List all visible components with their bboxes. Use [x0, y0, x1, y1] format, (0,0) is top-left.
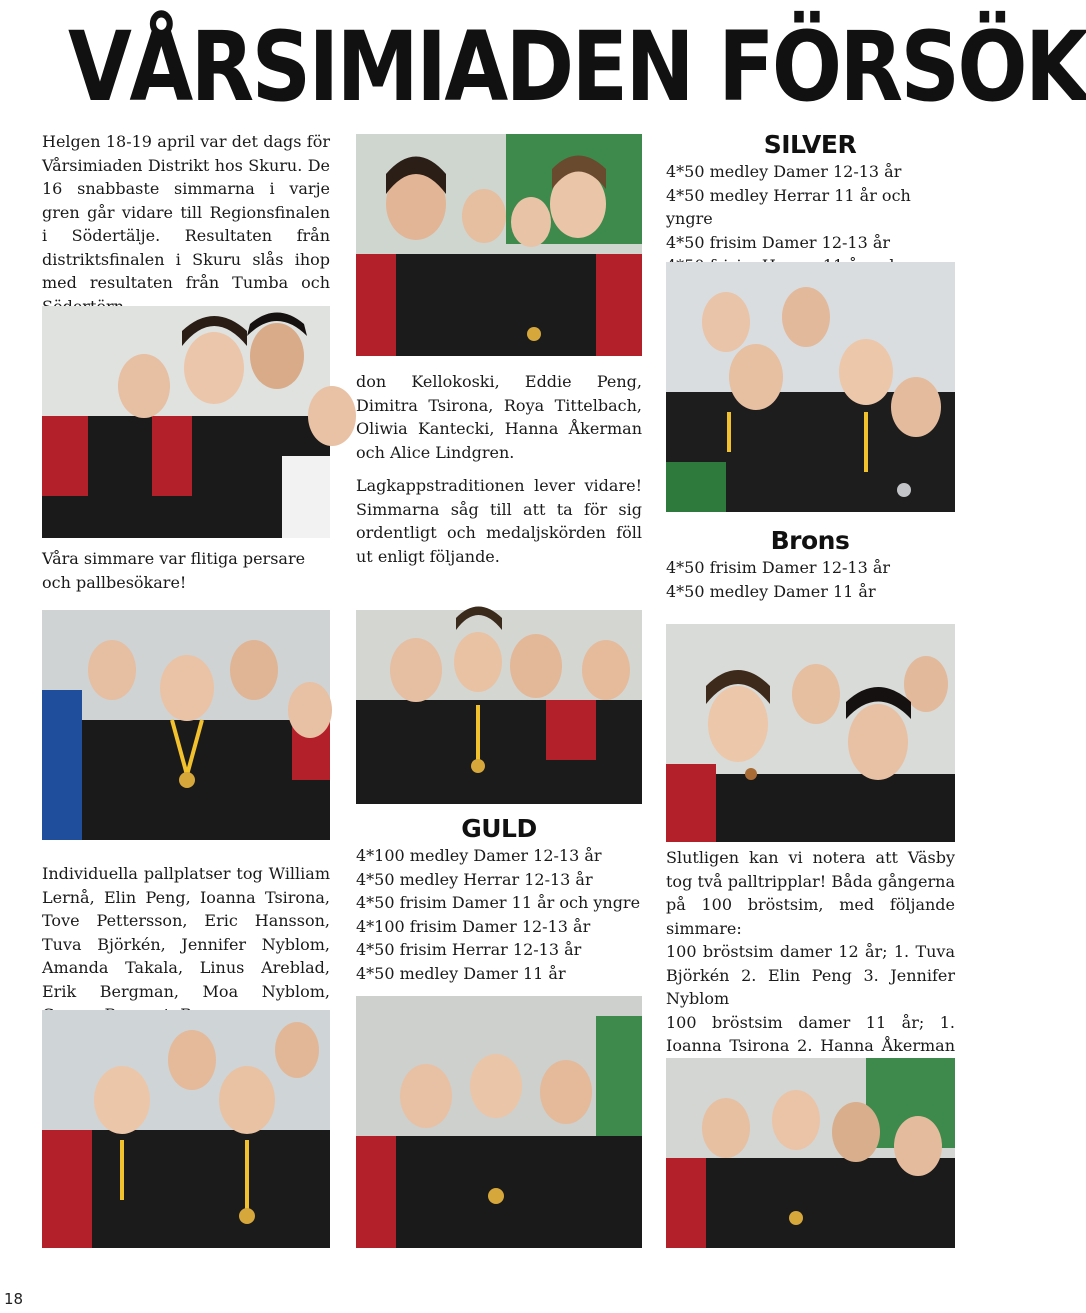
brons-list: [666, 556, 956, 603]
photo-image: [42, 306, 330, 538]
team-photo-girls-left: [42, 306, 330, 538]
list-item: 4*50 frisim Herrar 12-13 år: [356, 940, 582, 959]
photo-image: [666, 262, 955, 512]
guld-list: [356, 844, 646, 985]
silver-list: [666, 160, 956, 278]
list-item: 4*100 frisim Damer 12-13 år: [356, 916, 591, 936]
tripplar-line-2: 100 bröstsim damer 11 år; 1. Ioanna Tsirona 2. Hanna Åkerman: [666, 1012, 955, 1055]
photo-image: [666, 624, 955, 842]
intro-paragraph: Helgen 18-19 april var det dags för Vårsimiaden Distrikt hos Skuru. De 16 snabbaste simmarna i varje gren går vidare till Regionsfinalen i Södertälje. Resultaten från distriktsfinalen i Skuru slås ihop med resultaten från Tumba och: [42, 132, 330, 292]
photo-image: [356, 610, 642, 804]
team-photo-girls-medals-middle: [356, 610, 642, 804]
silver-heading: SILVER: [763, 130, 857, 159]
photo-caption: Våra simmare var flitiga persare och pallbesökare!: [42, 549, 306, 592]
list-item: 4*50 frisim Damer 11 år och yngre: [356, 893, 641, 912]
team-photo-girls-brons: [666, 624, 955, 842]
team-photo-boys-guld-left: [42, 1010, 330, 1248]
lagkapp-paragraph: Lagkappstraditionen lever vidare! Simmarna såg till att ta för sig ordentligt och medaljskörden föll ut enligt följande.: [356, 476, 642, 566]
list-item: 4*50 medley Herrar 12-13 år: [356, 869, 593, 889]
list-item: 4*50 medley Damer 11 år: [666, 581, 876, 601]
photo-image: [42, 1010, 330, 1248]
list-item: 4*50 medley Herrar 11 år och yngre: [666, 185, 911, 228]
list-item: 4*50 medley Damer 11 år: [356, 963, 566, 983]
team-photo-guld-middle: [356, 996, 642, 1248]
team-photo-guld-right: [666, 1058, 955, 1248]
tripplar-line-1: 100 bröstsim damer 12 år; 1. Tuva Björkén 2. Elin Peng 3. Jennifer Nyblom: [666, 942, 955, 1008]
names-continued: don Kellokoski, Eddie Peng, Dimitra Tsirona, Roya Tittelbach, Oliwia Kantecki, Hanna Åkerman och Alice Lindgren.: [356, 372, 642, 462]
brons-heading: Brons: [770, 526, 850, 555]
tripplar-intro: Slutligen kan vi notera att Väsby tog två palltripplar! Båda gångerna på 100 bröstsim, med följande simmare:: [666, 848, 955, 938]
team-photo-girls-medals-left: [42, 610, 330, 840]
list-item: 4*100 medley Damer 12-13 år: [356, 846, 602, 865]
individual-paragraph: Individuella pallplatser tog William Lernå, Elin Peng, Ioanna Tsirona, Tove Pettersson, Eric Hansson, Tuva Björkén, Jennifer Nyblom, Amanda Takala, Linus Areblad, Erik Bergman, Moa Nyblom,: [42, 864, 330, 1001]
page-number: 18: [4, 1290, 24, 1308]
page-title: VÅRSIMIADEN FÖRSÖK: [68, 11, 1086, 123]
photo-image: [42, 610, 330, 840]
guld-heading: GULD: [461, 814, 537, 843]
team-photo-boys-silver: [666, 262, 955, 512]
list-item: 4*50 medley Damer 12-13 år: [666, 162, 902, 181]
photo-image: [356, 134, 642, 356]
photo-image: [356, 996, 642, 1248]
list-item: 4*50 frisim Damer 12-13 år: [666, 558, 891, 577]
photo-image: [666, 1058, 955, 1248]
team-photo-girls-top: [356, 134, 642, 356]
list-item: 4*50 frisim Damer 12-13 år: [666, 232, 891, 252]
